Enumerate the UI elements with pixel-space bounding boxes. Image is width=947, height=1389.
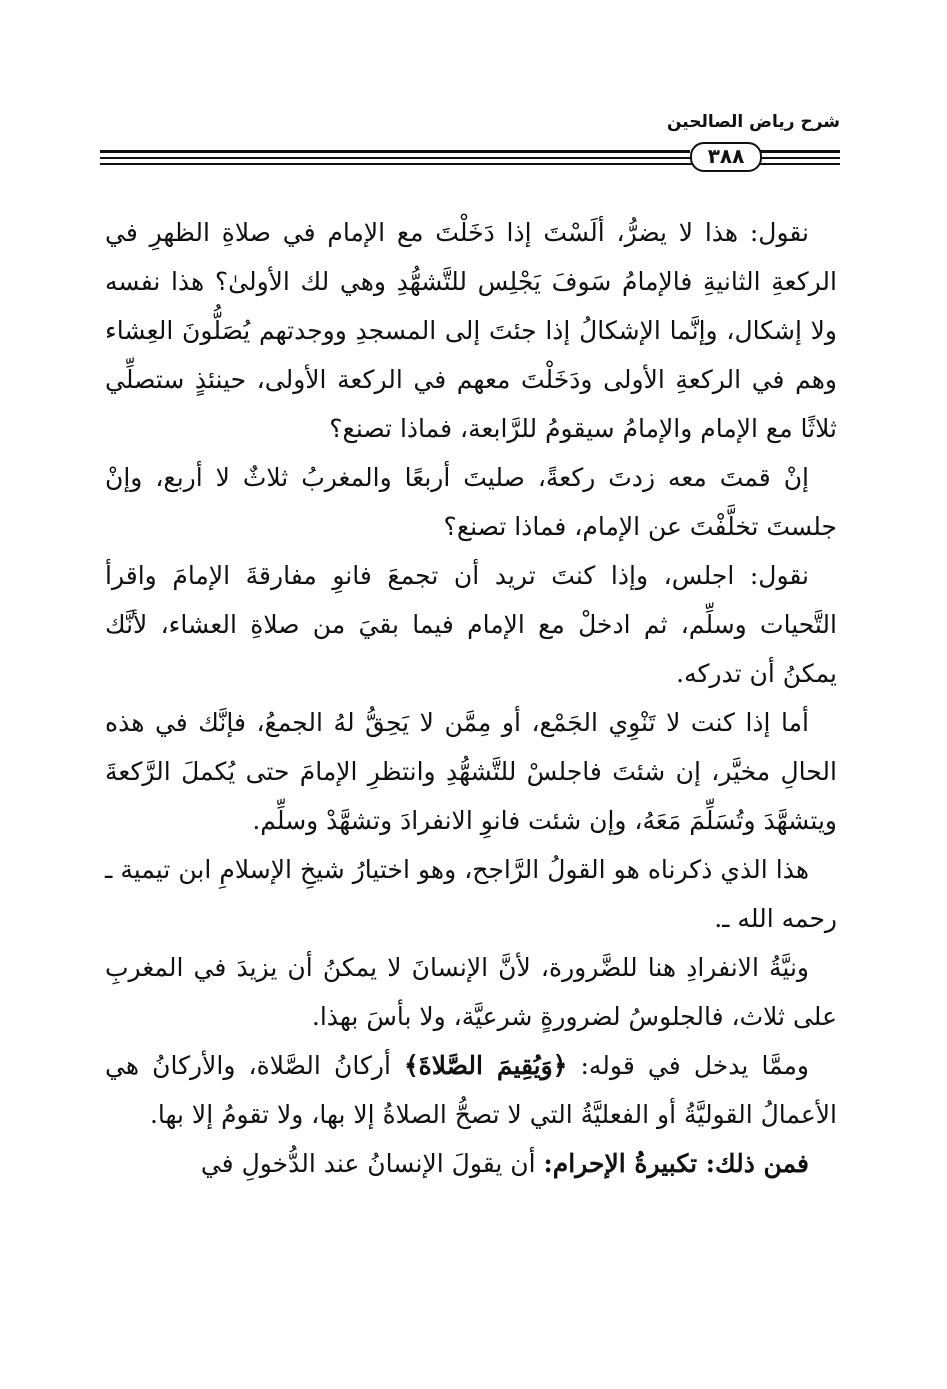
header-rule-line [755, 157, 840, 159]
paragraph-1: نقول: هذا لا يضرُّ، ألَسْتَ إذا دَخَلْتَ مع الإمام في صلاةِ الظهرِ في الركعةِ الثانيةِ فالإمامُ سَوفَ يَجْلِس للتَّشهُّدِ وهي لك الأولىٰ؟ هذا نفسه ولا إشكال، وإنَّما الإشكالُ إذا جئتَ إلى المسجدِ ووجدتهم يُصَلُّونَ العِشاء وهم في الركعةِ الأولى ودَخَلْتَ معهم في الركعة الأولى، حينئذٍ ستصلِّي ثلاثًا مع الإمام والإمامُ سيقومُ للرَّابعة، فماذا تصنع؟ [105, 218, 837, 443]
book-title: شرح رياض الصالحين [666, 112, 840, 132]
header-rule [100, 142, 840, 168]
paragraph-7 [105, 1041, 837, 1139]
paragraph-6: ونيَّةُ الانفرادِ هنا للضَّرورة، لأنَّ الإنسانَ لا يمكنُ أن يزيدَ في المغربِ على ثلاث، فالجلوسُ لضرورةٍ شرعيَّة، ولا بأسَ بهذا. [105, 953, 837, 1031]
paragraph-2: إنْ قمتَ معه زدتَ ركعةً، صليتَ أربعًا والمغربُ ثلاثٌ لا أربع، وإنْ جلستَ تخلَّفْتَ عن الإمام، فماذا تصنع؟ [105, 463, 837, 541]
header-rule-line [100, 157, 690, 159]
page-body [105, 208, 837, 1188]
paragraph-7-intro: وممَّا يدخل في قوله: [567, 1051, 809, 1080]
paragraph-8 [105, 1139, 837, 1188]
paragraph-5: هذا الذي ذكرناه هو القولُ الرَّاجح، وهو اختيارُ شيخِ الإسلامِ ابن تيمية ـ رحمه الله ـ. [105, 855, 837, 933]
quran-verse: ﴿وَيُقِيمَ الصَّلاةَ﴾ [404, 1051, 568, 1080]
paragraph-3: نقول: اجلس، وإذا كنتَ تريد أن تجمعَ فانوِ مفارقةَ الإمامَ واقرأ التَّحيات وسلِّم، ثم ادخلْ مع الإمام فيما بقيَ من صلاةِ العشاء، لأنَّك يمكنُ أن تدركه. [105, 561, 837, 688]
header-rule-line [755, 150, 840, 153]
header-rule-line [100, 150, 690, 153]
section-heading: فمن ذلك: تكبيرةُ الإحرام: [543, 1149, 809, 1178]
paragraph-8-rest: أن يقولَ الإنسانُ عند الدُّخولِ في [200, 1149, 544, 1178]
paragraph-7-rest: أركانُ الصَّلاة، والأركانُ هي الأعمالُ القوليَّةُ أو الفعليَّةُ التي لا تصحُّ الصلاةُ إلا بها، ولا تقومُ إلا بها. [105, 1051, 837, 1129]
paragraph-4: أما إذا كنت لا تَنْوِي الجَمْع، أو مِمَّن لا يَحِقُّ لهُ الجمعُ، فإنَّك في هذه الحالِ مخيَّر، إن شئتَ فاجلسْ للتَّشهُّدِ وانتظرِ الإمامَ حتى يُكملَ الرَّكعةَ ويتشهَّدَ وتُسَلِّمَ مَعَهُ، وإن شئت فانوِ الانفرادَ وتشهَّدْ وسلِّم. [105, 708, 837, 835]
page-number: ٣٨٨ [690, 142, 762, 172]
page-header [100, 112, 840, 172]
